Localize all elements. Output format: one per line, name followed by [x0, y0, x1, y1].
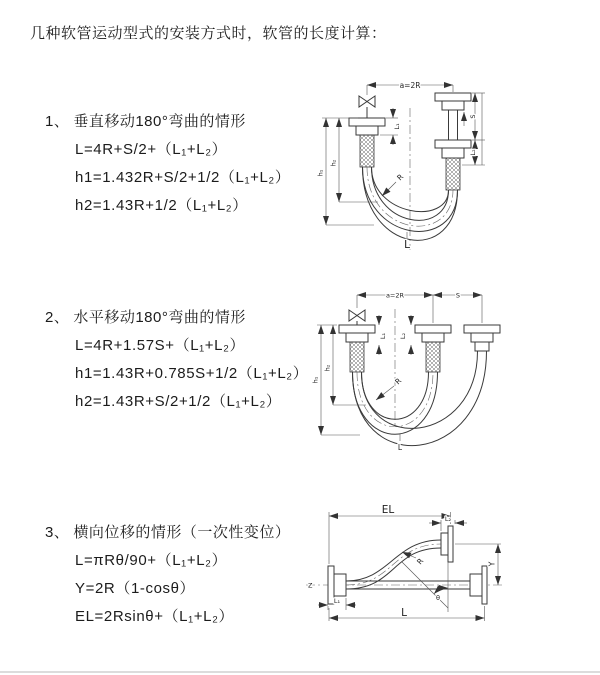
label-s: S: [455, 291, 461, 300]
formula-Y: Y=2R（1-cosθ）: [75, 580, 196, 597]
valve-icon: [349, 310, 365, 325]
label-h2: h₂: [323, 364, 332, 372]
dimension-a2r: [357, 292, 482, 324]
label-s: S: [469, 114, 477, 119]
label-h1: h₁: [316, 169, 325, 177]
dimension-s: [433, 292, 482, 300]
section-number: 1、: [45, 113, 70, 130]
label-h1: h₁: [311, 376, 320, 384]
dimension-el: [329, 504, 451, 564]
label-l1: L₁: [393, 123, 401, 130]
left-pipe-flange: [339, 325, 375, 372]
formula-h2: h2=1.43R+S/2+1/2（L₁+L₂）: [75, 393, 282, 410]
middle-pipe-flange: [415, 325, 451, 372]
radius-leader: [376, 376, 403, 400]
length-label: [404, 232, 410, 251]
page-bottom-edge: [0, 671, 600, 673]
label-a2r: a=2R: [385, 291, 405, 300]
section-heading: [45, 521, 290, 542]
diagram-vertical-bend: [312, 68, 592, 258]
diagram-horizontal-bend: [308, 283, 600, 463]
displaced-hose: [346, 526, 453, 589]
label-el: EL: [381, 504, 395, 516]
label-theta: θ: [436, 594, 440, 602]
formula-h1: h1=1.43R+0.785S+1/2（L₁+L₂）: [75, 365, 309, 382]
dimension-l1: [318, 597, 356, 610]
label-l1: L₁: [379, 332, 387, 340]
formula-L: L=4R+1.57S+（L₁+L₂）: [75, 337, 246, 354]
page-title: 几种软管运动型式的安装方式时，软管的长度计算：: [30, 25, 387, 42]
formula-L: L=4R+S/2+（L₁+L₂）: [75, 141, 228, 158]
left-pipe-flange: [349, 118, 385, 167]
formula-EL: EL=2Rsinθ+（L₁+L₂）: [75, 608, 235, 625]
section-lateral-displacement: [45, 521, 290, 626]
label-r: R: [393, 376, 404, 387]
section-heading: [45, 306, 308, 327]
label-l: L: [397, 443, 403, 452]
section-heading-text: 横向位移的情形（一次性变位）: [73, 524, 291, 541]
angle-construction: [402, 562, 448, 612]
label-l1: L₁: [333, 597, 341, 605]
label-h2: h₂: [329, 159, 338, 167]
label-l2: L₂: [399, 332, 407, 340]
section-heading-text: 水平移动180°弯曲的情形: [73, 309, 246, 326]
label-r: R: [395, 172, 406, 183]
section-heading: [45, 110, 290, 131]
section-horizontal-movement: [45, 306, 308, 411]
label-l2: L₂: [444, 515, 452, 523]
length-label: [398, 434, 403, 452]
radius-leader: [382, 172, 405, 196]
section-heading-text: 垂直移动180°弯曲的情形: [73, 113, 246, 130]
label-l: L: [401, 607, 407, 619]
valve-icon: [359, 96, 375, 118]
label-l: L: [404, 239, 410, 251]
formula-h2: h2=1.43R+1/2（L₁+L₂）: [75, 197, 248, 214]
section-vertical-movement: [45, 110, 290, 215]
dimension-l: [329, 606, 485, 621]
formula-h1: h1=1.432R+S/2+1/2（L₁+L₂）: [75, 169, 291, 186]
section-number: 3、: [45, 524, 70, 541]
diagram-lateral-displacement: [298, 500, 600, 660]
hose-arcs: [353, 351, 487, 446]
section-number: 2、: [45, 309, 70, 326]
dimension-l2: [399, 315, 411, 355]
dimension-l1: [379, 315, 387, 355]
label-r: R: [414, 556, 426, 567]
formula-L: L=πRθ/90+（L₁+L₂）: [75, 552, 228, 569]
right-pipe-flange: [464, 325, 500, 351]
centerline-break-mark: Z: [308, 581, 313, 590]
label-y: Y: [487, 561, 497, 567]
label-l2: L₂: [469, 149, 477, 156]
label-a2r: a=2R: [399, 80, 421, 90]
right-pipe-flange: [435, 93, 471, 190]
